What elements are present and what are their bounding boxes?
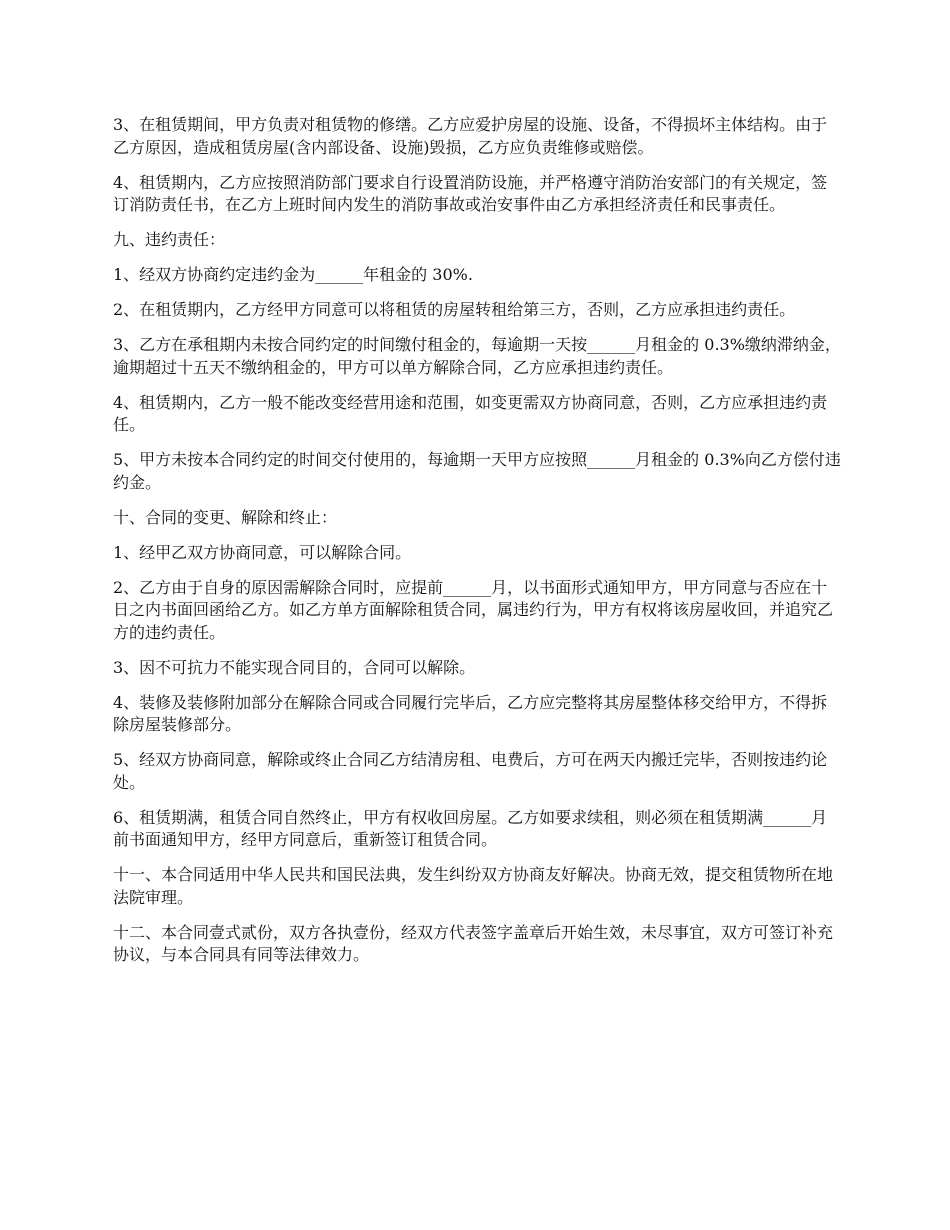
clause-9-5: 5、甲方未按本合同约定的时间交付使用的，每逾期一天甲方应按照______月租金的 0.3%向乙方偿付违约金。	[113, 450, 841, 492]
clause-10-6: 6、租赁期满，租赁合同自然终止，甲方有权收回房屋。乙方如要求续租，则必须在租赁期满______月前书面通知甲方，经甲方同意后，重新签订租赁合同。	[113, 807, 828, 849]
clause-10-2: 2、乙方由于自身的原因需解除合同时，应提前______月，以书面形式通知甲方，甲方同意与否应在十日之内书面回函给乙方。如乙方单方面解除租赁合同，属违约行为，甲方有权将该房屋收回，并追究乙方的违约责任。	[113, 577, 834, 642]
clause-10-3: 3、因不可抗力不能实现合同目的，合同可以解除。	[113, 657, 476, 677]
clause-9-4: 4、租赁期内，乙方一般不能改变经营用途和范围，如变更需双方协商同意，否则，乙方应承担违约责任。	[113, 392, 828, 434]
clause-10-5: 5、经双方协商同意，解除或终止合同乙方结清房租、电费后，方可在两天内搬迁完毕，否则按违约论处。	[113, 750, 828, 792]
clause-10-1: 1、经甲乙双方协商同意，可以解除合同。	[113, 542, 412, 562]
section-12: 十二、本合同壹式贰份，双方各执壹份，经双方代表签字盖章后开始生效，未尽事宜，双方可签订补充协议，与本合同具有同等法律效力。	[113, 922, 834, 964]
clause-9-3: 3、乙方在承租期内未按合同约定的时间缴付租金的，每逾期一天按______月租金的 0.3%缴纳滞纳金，逾期超过十五天不缴纳租金的，甲方可以单方解除合同，乙方应承担违约责任。	[113, 335, 841, 377]
section-heading-9: 九、违约责任：	[113, 230, 226, 249]
clause-9-2: 2、在租赁期内，乙方经甲方同意可以将租赁的房屋转租给第三方，否则，乙方应承担违约责任。	[113, 300, 796, 319]
clause-9-1: 1、经双方协商约定违约金为______年租金的 30%.	[113, 265, 473, 284]
section-heading-10: 十、合同的变更、解除和终止：	[113, 507, 338, 527]
section-11: 十一、本合同适用中华人民共和国民法典，发生纠纷双方协商友好解决。协商无效，提交租赁物所在地法院审理。	[113, 865, 834, 907]
clause-8-4: 4、租赁期内，乙方应按照消防部门要求自行设置消防设施，并严格遵守消防治安部门的有关规定，签订消防责任书，在乙方上班时间内发生的消防事故或治安事件由乙方承担经济责任和民事责任。	[113, 172, 828, 214]
document-body	[113, 114, 843, 979]
clause-8-3: 3、在租赁期间，甲方负责对租赁物的修缮。乙方应爱护房屋的设施、设备，不得损坏主体结构。由于乙方原因，造成租赁房屋(含内部设备、设施)毁损，乙方应负责维修或赔偿。	[113, 115, 828, 157]
clause-10-4: 4、装修及装修附加部分在解除合同或合同履行完毕后，乙方应完整将其房屋整体移交给甲方，不得拆除房屋装修部分。	[113, 692, 828, 734]
